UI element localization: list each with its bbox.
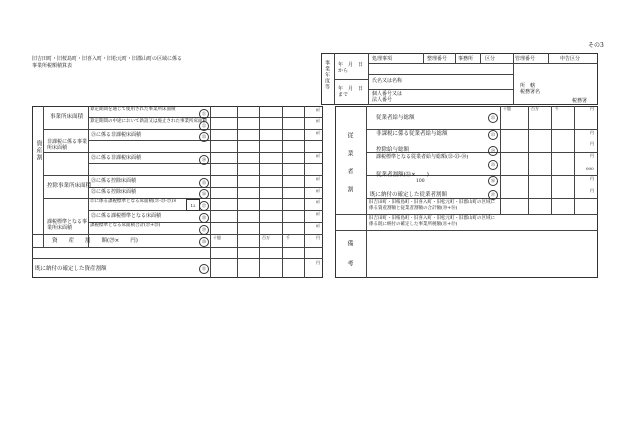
unit-en-33: 円 bbox=[590, 130, 594, 135]
unit-en-34: 円 bbox=[590, 141, 594, 146]
circle-30: ㉚ bbox=[199, 237, 209, 247]
unit-hyakuman: 百万 bbox=[262, 235, 270, 240]
circle-29: ㉙ bbox=[199, 225, 209, 235]
r-unit-sen: 千 bbox=[555, 106, 559, 111]
circle-21: ㉑ bbox=[199, 109, 209, 119]
name-label: 氏名又は名称 bbox=[372, 78, 403, 84]
col-shinkoku: 申告区分 bbox=[560, 56, 581, 62]
row-28-sub: ㉒に係る課税標準となる床面積 bbox=[91, 213, 162, 219]
unit-en-35: 円 bbox=[590, 153, 594, 158]
asset-section-label: 資産割 bbox=[35, 140, 42, 161]
r-unit-juoku: 十億 bbox=[503, 106, 511, 111]
circle-26: ㉖ bbox=[199, 189, 209, 199]
row-25-sub: ㉑に係る控除床面積 bbox=[91, 178, 137, 184]
asset-tax-label: 資 産 割 額(㉙× 円) bbox=[52, 238, 138, 244]
deduct-wage-label: 控除給与総額 bbox=[376, 147, 410, 153]
employee-tax-frac: 100 bbox=[416, 179, 425, 184]
unit-en-37: 円 bbox=[590, 188, 594, 193]
unit-22: ㎡ bbox=[316, 118, 320, 123]
circle-33: ㉝ bbox=[488, 130, 498, 140]
circle-24: ㉔ bbox=[199, 155, 209, 165]
circle-25: ㉕ bbox=[199, 178, 209, 188]
tax-office-label: 所 轄 税務署名 bbox=[520, 83, 541, 95]
circle-34: ㉞ bbox=[488, 146, 498, 156]
unit-23: ㎡ bbox=[316, 130, 320, 135]
circle-32: ㉜ bbox=[488, 113, 498, 123]
circle-31: ㉛ bbox=[199, 264, 209, 274]
col-jimusho: 事務所 bbox=[458, 56, 474, 62]
row-taxbase-label: 課税標準となる事業所床面積 bbox=[47, 219, 88, 231]
unit-25: ㎡ bbox=[316, 176, 320, 181]
unit-juoku: 十億 bbox=[213, 235, 221, 240]
fraction-box bbox=[186, 199, 200, 211]
col-seiri: 整理番号 bbox=[427, 56, 448, 62]
row-26-sub: ㉒に係る控除床面積 bbox=[91, 189, 137, 195]
row-floor-area-label: 事業所床面積 bbox=[50, 114, 84, 120]
circle-23: ㉓ bbox=[199, 132, 209, 142]
left-table bbox=[32, 106, 323, 278]
unit-en-30: 円 bbox=[316, 235, 320, 240]
row-27-sub: ㉑に係る課税標準となる床面積(㉑-㉓-㉕)× bbox=[90, 199, 177, 204]
wage-total-label: 従業者給与総額 bbox=[376, 115, 415, 121]
unit-28: ㎡ bbox=[316, 211, 320, 216]
row-24-sub: ㉒に係る非課税床面積 bbox=[91, 155, 142, 161]
period-to: 年 月 日 まで bbox=[338, 86, 364, 98]
col-kubun: 区分 bbox=[485, 56, 496, 62]
period-from: 年 月 日 から bbox=[338, 62, 364, 74]
page-number: その3 bbox=[588, 42, 604, 49]
sum-fixed-label: 旧吉田町・旧桜島町・旧喜入町・旧松元町・旧郡山町の区域に係る既に納付の確定した事業所税額(㉛+㊲) bbox=[369, 216, 495, 227]
title-line-1: 旧吉田町・旧桜島町・旧喜入町・旧松元町・旧郡山町の区域に係る bbox=[32, 56, 183, 62]
row-22-sub: 算定期間の中途において新設又は廃止された事業所床面積 bbox=[90, 119, 207, 124]
row-deduct-label: 控除事業所床面積 bbox=[47, 183, 92, 189]
col-kanri: 管理番号 bbox=[515, 56, 536, 62]
unit-26: ㎡ bbox=[316, 188, 320, 193]
office-label: 処理事項 bbox=[372, 56, 393, 62]
circle-27: ㉗ bbox=[199, 201, 209, 211]
circle-35: ㉟ bbox=[488, 160, 498, 170]
r-unit-hyakuman: 百万 bbox=[531, 106, 539, 111]
employee-section-label: 従業者割 bbox=[346, 132, 353, 204]
unit-en-31: 円 bbox=[316, 260, 320, 265]
title-line-2: 事業所税額積算表 bbox=[32, 63, 73, 69]
period-label: 事業年度等 bbox=[324, 60, 330, 90]
fixed-employee-tax-label: 既に納付の確定した従業者割額 bbox=[370, 192, 448, 198]
row-23-sub: ㉑に係る非課税床面積 bbox=[91, 132, 142, 138]
unit-000: 000 bbox=[586, 166, 594, 171]
remarks-label: 備考 bbox=[346, 240, 353, 280]
nontax-wage-label: 非課税に係る従業者給与総額 bbox=[376, 131, 448, 137]
circle-28: ㉘ bbox=[199, 213, 209, 223]
circle-37: ㊲ bbox=[488, 190, 498, 200]
sum-total-label: 旧吉田町・旧桜島町・旧喜入町・旧松元町・旧郡山町の区域に係る資産割額と従業者割額の合計額(㉚+㊱) bbox=[369, 200, 495, 211]
tax-office-suffix: 税務署 bbox=[572, 98, 588, 104]
id-label: 個人番号又は 法人番号 bbox=[372, 91, 403, 103]
circle-22: ㉒ bbox=[199, 121, 209, 131]
unit-sen: 千 bbox=[286, 235, 290, 240]
taxbase-wage-label: 課税標準となる従業者給与総額(㉜-㉝-㉞) bbox=[376, 154, 469, 160]
circle-36: ㊱ bbox=[488, 176, 498, 186]
unit-27: ㎡ bbox=[316, 199, 320, 204]
r-unit-en: 円 bbox=[590, 106, 594, 111]
row-21-sub: 算定期間を通じて使用された事業所床面積 bbox=[90, 107, 176, 112]
row-nontax-label: 非課税に係る事業所床面積 bbox=[47, 139, 88, 151]
fixed-asset-tax-label: 既に納付の確定した資産割額 bbox=[35, 266, 107, 272]
unit-21: ㎡ bbox=[316, 107, 320, 112]
fraction-bottom: 12 bbox=[190, 203, 196, 208]
unit-29: ㎡ bbox=[316, 223, 320, 228]
unit-24: ㎡ bbox=[316, 153, 320, 158]
row-29-sub: 課税標準となる床面積合計(㉗+㉘) bbox=[90, 223, 161, 228]
unit-en-36: 円 bbox=[590, 176, 594, 181]
employee-tax-label: 従業者割額(㉟× ) bbox=[376, 172, 429, 178]
